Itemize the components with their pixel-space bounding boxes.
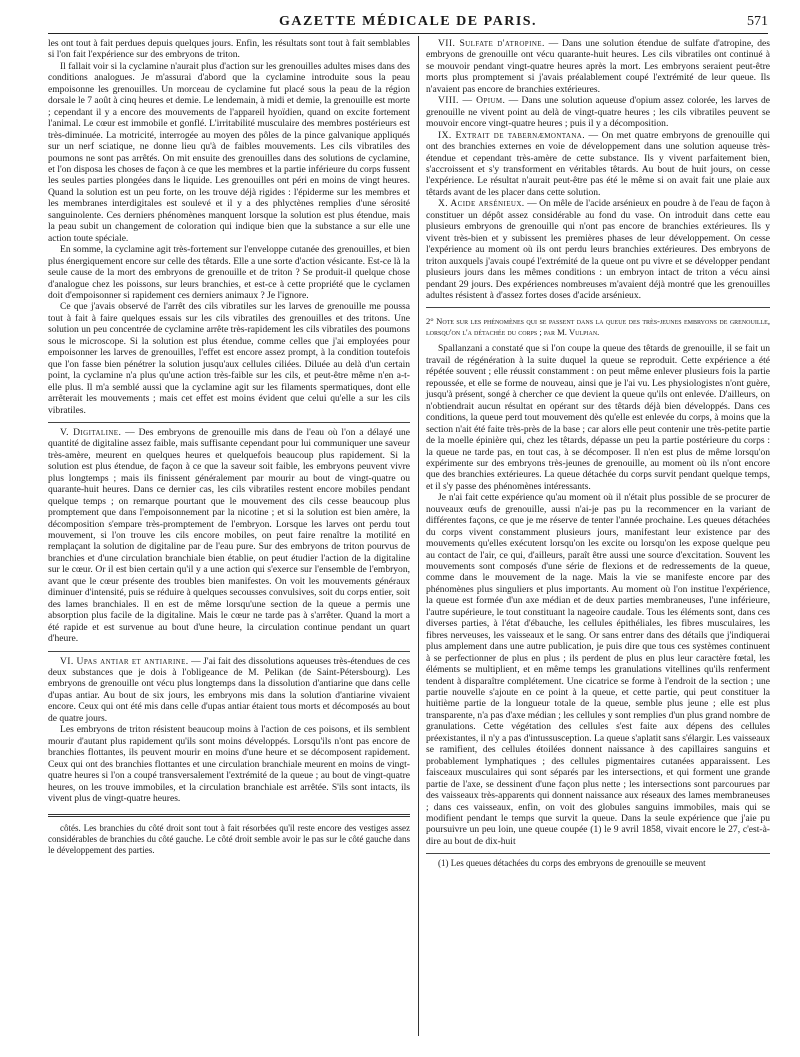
paragraph: En somme, la cyclamine agit très-fortement sur l'enveloppe cutanée des grenouilles, et bien plus énergiquement encore sur celle des têtards. Elle a une sorte d'action vésicante. Est-ce là la seule cause de la mort des embryons de grenouille et de triton ? Se produit-il quelque chose d'analogue chez les poissons, sur leurs branchies, et est-ce à cette propriété que le cyclamen doit d'empoisonner si rapidement ces derniers animaux ? Je l'ignore.: [48, 244, 410, 301]
section-heading: VI. Upas antiar et antiarine.: [60, 655, 189, 667]
section-heading: IX. Extrait de tabernæmontana.: [438, 129, 586, 141]
paragraph: Les embryons de triton résistent beaucoup moins à l'action de ces poisons, et ils semblent mourir d'autant plus rapidement qu'ils sont moins développés. Lorsqu'ils n'ont pas encore de branchies flottantes, ils peuvent mourir en moins d'une heure et se décomposent rapidement. Ceux qui ont des branchies flottantes et une circulation branchiale meurent en moins de vingt-quatre heures si l'on a coupé transversalement l'extrémité de la queue ; au bout de vingt-quatre heures, on les trouve immobiles, et la circulation branchiale est arrêtée. S'ils sont intacts, ils vivent plus de vingt-quatre heures.: [48, 724, 410, 804]
section-opium: [426, 95, 770, 129]
header-rule: [48, 33, 768, 34]
section-heading: X. Acide arsénieux.: [438, 198, 525, 210]
section-digitaline: [48, 427, 410, 645]
section-upas-antiar: [48, 656, 410, 725]
section-atropine: [426, 38, 770, 95]
section-separator: [48, 422, 410, 423]
section-heading: VII. Sulfate d'atropine.: [438, 38, 545, 49]
section-body: — On met quatre embryons de grenouille qui ont des branchies externes en voie de développement dans une solution aqueuse très-étendue et cependant très-amère de cette substance. Ils y vivent parfaitement bien, s'accroissent et s'y transforment en véritables têtards. Au bout de huit jours, on cesse l'expérience. Le résultat n'aurait peut-être pas été le même si on avait fait une plaie aux têtards avant de les placer dans cette solution.: [426, 129, 770, 198]
continued-footnote: côtés. Les branchies du côté droit sont tout à fait résorbées qu'il reste encore des vestiges assez considérables de branchies du côté gauche. Le côté droit semble avoir le pas sur le côté gauche dans le développement des parties.: [48, 823, 410, 856]
section-body: — On mêle de l'acide arsénieux en poudre à de l'eau de façon à constituer un dépôt assez considérable au fond du vase. On introduit dans cette eau plusieurs embryons de grenouille qui n'ont pas encore de branchies extérieures. Ils y vivent très-bien et y subissent les premières phases de leur développement. On cesse l'expérience au moment où ils ont perdu leurs branchies extérieures. Des embryons de triton auxquels j'avais coupé l'extrémité de la queue ont pu vivre et se développer pendant plusieurs jours dans les mêmes conditions : un embryon intact de triton a vécu ainsi pendant 29 jours. Des expériences nombreuses m'avaient déjà montré que les grenouilles adultes résistent à d'assez fortes doses d'acide arsénieux.: [426, 198, 770, 301]
section-body: — J'ai fait des dissolutions aqueuses très-étendues de ces deux substances que je dois à l'obligeance de M. Pelikan (de Saint-Pétersbourg). Les embryons de grenouille ont vécu plus longtemps dans la dissolution d'antiarine que dans celle d'upas antiar. Au bout de six jours, les embryons mis dans la solution d'antiarine vivaient encore. Ceux qui ont été mis dans celle d'upas antiar étaient tous morts et décomposés au bout de quatre jours.: [48, 655, 410, 724]
section-body: — Dans une solution aqueuse d'opium assez colorée, les larves de grenouille ne vivent point au delà de vingt-quatre heures ; les cils vibratiles peuvent se mouvoir encore vingt-quatre heures ; puis il y a décomposition.: [426, 95, 770, 130]
section-heading: V. Digitaline.: [60, 426, 122, 438]
footnote-rule: [426, 853, 770, 854]
journal-title: GAZETTE MÉDICALE DE PARIS.: [278, 14, 538, 29]
section-tabernaemontana: [426, 130, 770, 199]
footnote-rule: [48, 814, 410, 817]
section-acide-arsenieux: [426, 198, 770, 301]
page-header: [48, 6, 768, 34]
column-divider: [418, 36, 419, 1036]
paragraph: Il fallait voir si la cyclamine n'aurait plus d'action sur les grenouilles adultes mises dans des conditions analogues. Je m'assurai d'abord que la cyclamine introduite sous la peau empoisonne les grenouilles. Un morceau de cyclamine fut placé sous la peau de la région dorsale le 7 août à cinq heures et demie. Le lendemain, à midi et demie, la grenouille est morte ; cependant il y a encore des mouvements de l'appareil hyoïdien, quand on excite fortement l'animal. Le cœur est immobile et gonflé. L'irritabilité musculaire des membres postérieurs est très-diminuée. La motricité, interrogée au moyen des pôles de la pince galvanique appliqués sur un nerf sciatique, ne donne lieu qu'à de faibles mouvements. Les cils vibratiles des poumons ne sont pas arrêtés. On mit ensuite des grenouilles dans des solutions de cyclamine, et l'on disposa les choses de façon à ce que les membres et la partie inférieure du corps fussent les seules parties plongées dans le liquide. Les grenouilles ont péri en moins de vingt heures. Quand la solution est un peu forte, on les trouve déjà rigides : l'épiderme sur les membres et les membranes interdigitales est soulevé et il y a des phlyctènes remplies d'une sérosité sanguinolente. Ces derniers phénomènes manquent lorsque la solution est plus étendue, mais la peau subit un changement de coloration qui indique bien que la substance a sur elle une action toute spéciale.: [48, 60, 410, 244]
right-column: [426, 38, 770, 1057]
paragraph: Spallanzani a constaté que si l'on coupe la queue des têtards de grenouille, il se fait un travail de régénération à la suite duquel la queue se reproduit. Cette expérience a été répétée souvent ; elle réussit constamment : on peut même enlever plusieurs fois la partie repoussée, et elle se forme de nouveau, ainsi que je l'ai vu. Les physiologistes n'ont guère, jusqu'à présent, songé à chercher ce que devient la queue qu'ils ont enlevée. D'ailleurs, on n'obtiendrait aucun résultat en opérant sur des têtards déjà bien développés. Dans ces conditions, la queue perd tout mouvement dès qu'elle est enlevée du corps, à moins que la section n'ait été faite très-près de la base ; car alors elle peut contenir une très-petite partie de la moelle épinière qui, chez les têtards, dépasse un peu la partie postérieure du corps : la queue ne tarde pas, en tout cas, à se décomposer. Il n'en est plus de même lorsqu'on expérimente sur des embryons très-jeunes de grenouille, au moment où ils n'ont encore que des branchies extérieures. La queue détachée du corps survit pendant quelque temps, et il s'y passe des phénomènes intéressants.: [426, 343, 770, 492]
left-column: [48, 38, 410, 1057]
section-heading: VIII. — Opium.: [438, 95, 506, 107]
section-body: — Dans une solution étendue de sulfate d'atropine, des embryons de grenouille ont vécu quarante-huit heures. Les cils vibratiles ont continué à se mouvoir pendant vingt-quatre heures après la mort. Les embryons seraient peut-être morts plus promptement si j'avais préalablement coupé l'extrémité de leur queue. Ils n'avaient pas encore de branchies extérieures.: [426, 38, 771, 95]
footnote: (1) Les queues détachées du corps des embryons de grenouille se meuvent: [438, 858, 706, 869]
page-number: 571: [747, 14, 768, 29]
paragraph: les ont tout à fait perdues depuis quelques jours. Enfin, les résultats sont tout à fait semblables si l'on fait l'expérience sur des embryons de triton.: [48, 38, 410, 61]
section-separator: [426, 307, 770, 308]
paragraph: Ce que j'avais observé de l'arrêt des cils vibratiles sur les larves de grenouille me poussa tout à fait à faire quelques essais sur les cils vibratiles des grenouilles et des tritons. Une solution un peu concentrée de cyclamine arrête très-rapidement les cils vibratiles des poumons sous le microscope. Si la solution est plus étendue, comme celles que j'ai employées pour empoisonner les larves de grenouilles, l'effet est encore assez prompt, à la condition toutefois que l'on fasse bien pénétrer la solution jusqu'aux cellules ciliées. Diluée au delà d'un certain point, la cyclamine n'a plus qu'une action très-faible sur les cils, et peut-être même n'en a-t-elle plus. Il m'a semblé aussi que la cyclamine agit sur les filaments spermatiques, dont elle arrêterait les mouvements ; mais cet effet est moins évident que celui qu'elle a sur les cils vibratiles.: [48, 301, 410, 416]
paragraph: Je n'ai fait cette expérience qu'au moment où il n'était plus possible de se procurer de nouveaux œufs de grenouille, aussi n'ai-je pas pu la recommencer en la variant de différentes façons, ce que je me réserve de tenter l'année prochaine. Les queues détachées du corps vivent constamment plusieurs jours, manifestant leur existence par des mouvements qu'elles exécutent lorsqu'on les excite ou lorsqu'on les expose quelque peu au contact de l'air, ce qui, d'ailleurs, paraît être aussi une source d'excitation. Souvent les mouvements sont composés d'une série de flexions et de redressements de la queue, comme dans le mouvement de la nage. Mais la vie se manifeste encore par des phénomènes plus singuliers et plus importants. Au moment où l'on institue l'expérience, la queue est formée d'un axe médian et de deux parties membraneuses, l'une inférieure, l'autre supérieure, le tout constituant la nageoire caudale. Tous les éléments sont, dans ces diverses parties, à l'état d'ébauche, les cellules épithéliales, les fibres musculaires, les fibres nerveuses, les vaisseaux et le sang. Or sans entrer dans des détails que j'indiquerai plus amplement dans une autre publication, je puis dire que tous ces systèmes continuent à se perfectionner de plus en plus ; ils perdent de plus en plus leur caractère fœtal, les éléments se multiplient, et en même temps les granulations vitellines qu'ils renferment tendent à disparaître complétement. Une cicatrice se forme à l'endroit de la section ; une partie nouvelle s'ajoute en ce point à la queue, et cette partie, qui peut constituer la huitième partie de la longueur totale de la queue, semble plus jeune ; elle est plus transparente, n'a pas d'axe médian ; les cellules y sont remplies d'un plus grand nombre de granulations. Cette végétation des cellules s'est faite aux dépens des cellules préexistantes, il n'y a pas d'intussusception. La queue s'aplatit sans s'élargir. Les vaisseaux se ramifient, des cellules étoilées donnent naissance à des capillaires sanguins et probablement lymphatiques ; des cellules pigmentaires cutanées apparaissent. Les faisceaux musculaires qui sont séparés par les intersections, et qui forment une grande partie de l'axe, se dessinent d'une façon plus nette ; les intersections sont parcourues par des vaisseaux très-apparents qui donnent naissance aux réseaux des lames membraneuses ; dans ces vaisseaux, enfin, on voit des globules sanguins immobiles, mais qui se modifient pendant le temps que survit la queue. Dans la seule expérience que j'aie pu poursuivre un peu loin, une queue coupée (1) le 9 avril 1858, vivait encore le 27, c'est-à-dire au bout de dix-huit: [426, 492, 770, 847]
section-body: — Des embryons de grenouille mis dans de l'eau où l'on a délayé une quantité de digitaline assez faible, mais suffisante cependant pour lui communiquer une saveur très-amère, meurent en quelques heures et quelquefois beaucoup plus rapidement. Si la solution est plus étendue, de façon à ce que la saveur soit faible, les embryons peuvent vivre plus longtemps ; mais ils finissent généralement par mourir au bout de vingt-quatre ou quarante-huit heures. Dans ce dernier cas, les cils vibratiles restent encore mobiles pendant quelque temps ; on remarque pourtant que le mouvement des cils cesse beaucoup plus promptement que dans l'empoisonnement par la nicotine ; et si la solution est bien amère, la décomposition s'empare très-promptement de l'embryon. Lorsque les larves ont perdu tout mouvement, si l'on trouve les cils encore mobiles, on peut faire renaître la motilité en remplaçant la solution de digitaline par de l'eau pure. Sur des embryons de triton pourvus de branchies et d'une circulation branchiale bien établie, on peut étudier l'action de la digitaline sur le cœur. Or il est bien certain qu'il y a une action qui s'exerce sur l'ensemble de l'embryon, avant que le cœur présente des troubles bien manifestes. On voit les mouvements généraux diminuer d'intensité, puis se réduire à quelques secousses convulsives, soit du corps entier, soit des lames branchiales. Il en est de même lorsqu'une section de la queue a permis une absorption plus facile de la digitaline. Mais le cœur ne tarde pas à s'arrêter. Quand la mort a été rapide et est survenue au bout d'une heure, la circulation continue pendant un quart d'heure.: [48, 426, 410, 645]
note-heading: 2° Note sur les phénomènes qui se passent dans la queue des très-jeunes embryons de grenouille, lorsqu'on l'a détachée du corps ; par M. Vulpian.: [426, 316, 770, 337]
section-separator: [48, 651, 410, 652]
